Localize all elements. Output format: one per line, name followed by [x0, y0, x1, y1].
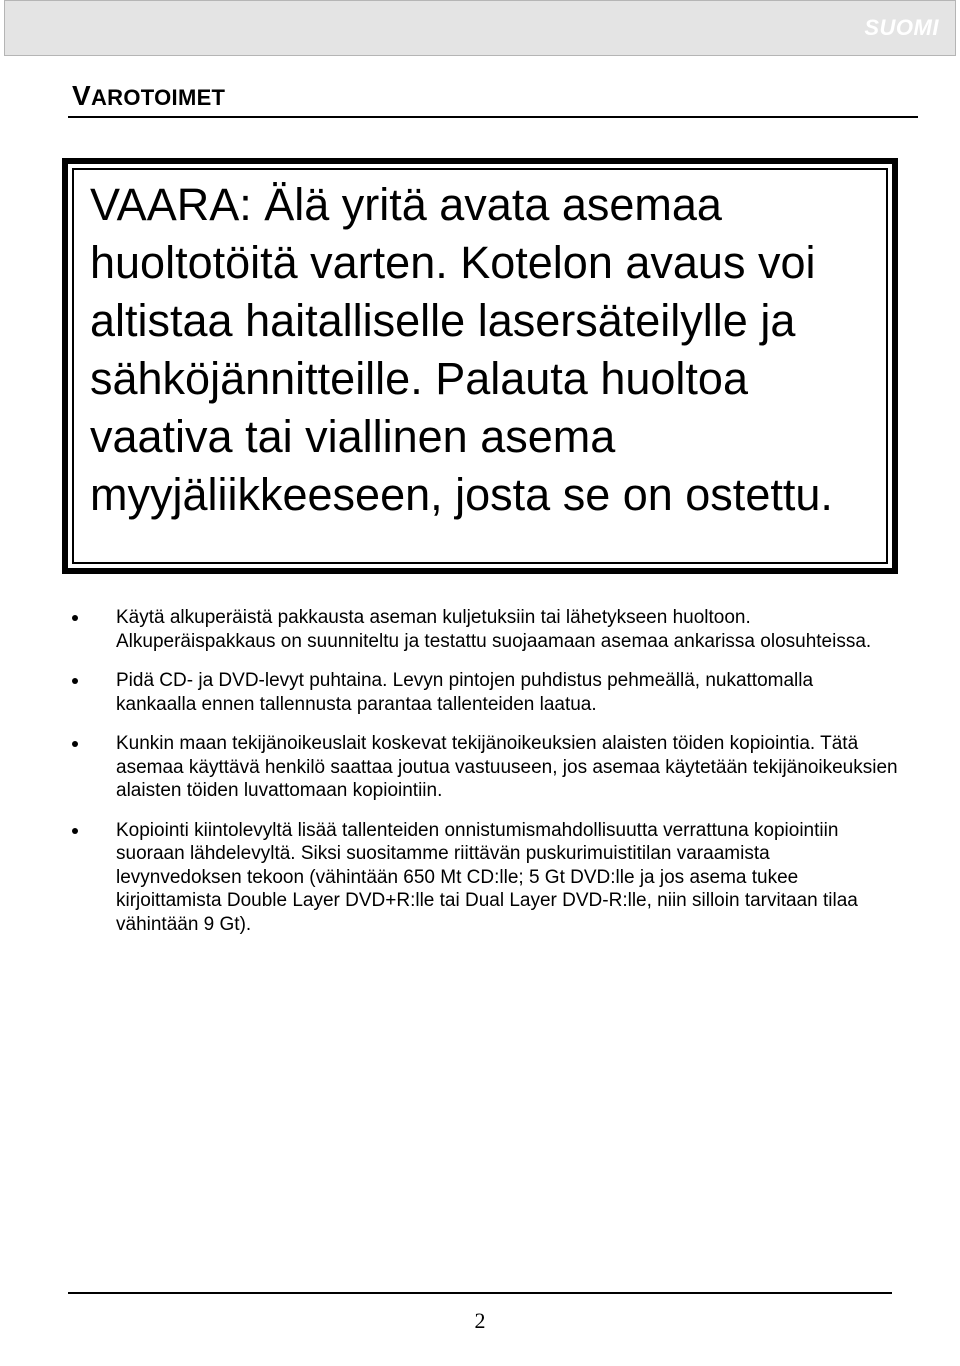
list-item — [68, 819, 898, 937]
list-item-text: Pidä CD- ja DVD-levyt puhtaina. Levyn pintojen puhdistus pehmeällä, nukattomalla kankaalla ennen tallennusta parantaa tallenteiden laatua. — [116, 670, 814, 715]
warning-box — [62, 158, 898, 574]
list-item-text: Kunkin maan tekijänoikeuslait koskevat tekijänoikeuksien alaisten töiden kopiointia. Tätä asemaa käyttävä henkilö saattaa joutua vastuuseen, jos asemaa käytetään tekijänoikeuksien alaisten töiden luvattomaan kopiointiin. — [116, 733, 898, 801]
bullet-icon — [72, 828, 78, 834]
section-divider — [68, 116, 918, 118]
list-item — [68, 606, 898, 653]
bullet-icon — [72, 615, 78, 621]
list-item — [68, 669, 898, 716]
language-label: SUOMI — [864, 15, 939, 40]
list-item-text: Kopiointi kiintolevyltä lisää tallenteiden onnistumismahdollisuutta verrattuna kopiointiin suoraan lähdelevyltä. Siksi suositamme riittävän puskurimuistitilan varaamista levynvedoksen tekoon (vähintään 650 Mt CD:lle; 5 Gt DVD:lle ja jos asema tukee kirjoittamista Double Layer DVD+R:lle tai Dual Layer DVD-R:lle, niin silloin tarvitaan tilaa vähintään 9 Gt). — [116, 819, 858, 935]
header-bar — [4, 0, 956, 56]
list-item — [68, 732, 898, 803]
section-title-initial: V — [72, 80, 91, 111]
warning-box-inner — [72, 168, 888, 564]
footer-divider — [68, 1292, 892, 1294]
bullet-icon — [72, 741, 78, 747]
list-item-text: Käytä alkuperäistä pakkausta aseman kuljetuksiin tai lähetykseen huoltoon. Alkuperäispakkaus on suunniteltu ja testattu suojaamaan asemaa ankarissa olosuhteissa. — [116, 607, 872, 652]
page-number: 2 — [474, 1308, 486, 1333]
section-title-rest: AROTOIMET — [90, 85, 226, 110]
warning-text: VAARA: Älä yritä avata asemaa huoltotöitä varten. Kotelon avaus voi altistaa haitalliselle lasersäteilylle ja sähköjännitteille. Palauta huoltoa vaativa tai viallinen asema myyjäliikkeeseen, josta se on ostettu. — [90, 179, 833, 520]
section-title — [72, 80, 225, 112]
bullet-icon — [72, 678, 78, 684]
precautions-list — [68, 606, 898, 952]
